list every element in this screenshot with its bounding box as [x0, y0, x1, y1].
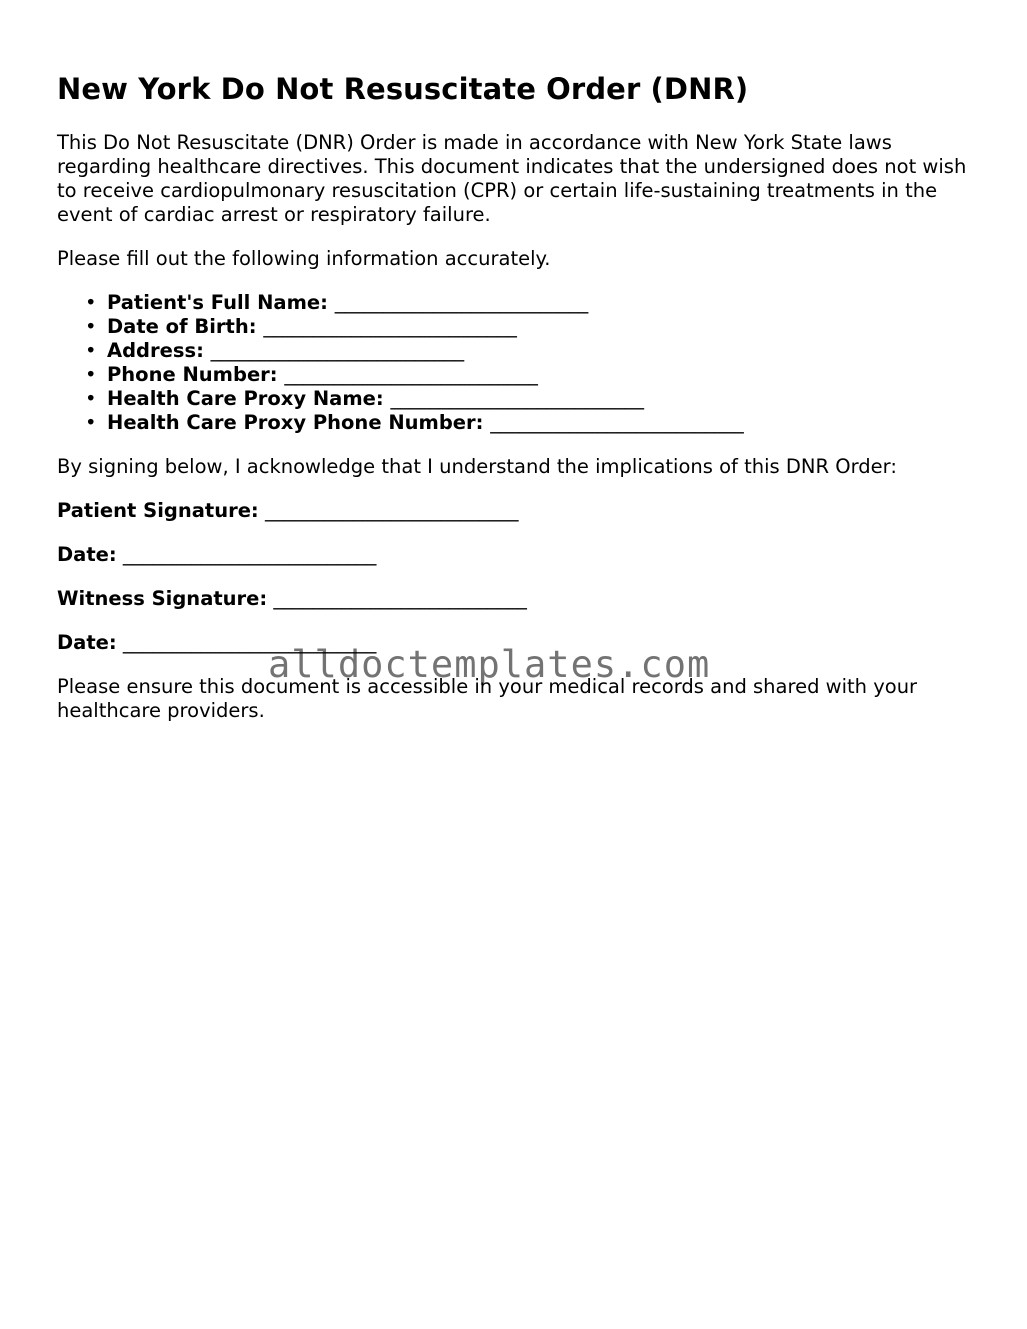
document-page: [57, 0, 967, 723]
field-label: Phone Number:: [107, 363, 278, 386]
fill-in-blank[interactable]: __________________________: [210, 339, 465, 362]
date-label: Date:: [57, 631, 117, 654]
fill-in-blank[interactable]: __________________________: [284, 363, 538, 386]
signature-blank[interactable]: __________________________: [273, 587, 527, 610]
fill-in-blank[interactable]: __________________________: [263, 315, 517, 338]
patient-date-line: [57, 543, 967, 567]
instructions-paragraph: Please fill out the following information accurately.: [57, 247, 551, 270]
witness-date-line: [57, 631, 967, 655]
signature-label: Witness Signature:: [57, 587, 268, 610]
date-label: Date:: [57, 543, 117, 566]
bullet-icon: •: [85, 363, 97, 386]
patient-info-list: [57, 291, 967, 435]
field-phone-number: [85, 363, 967, 387]
bullet-icon: •: [85, 387, 97, 410]
field-label: Health Care Proxy Phone Number:: [107, 411, 484, 434]
bullet-icon: •: [85, 411, 97, 434]
patient-signature-line: [57, 499, 967, 523]
fill-in-blank[interactable]: __________________________: [390, 387, 644, 410]
field-label: Patient's Full Name:: [107, 291, 328, 314]
field-patient-full-name: [85, 291, 967, 315]
fill-in-blank[interactable]: __________________________: [334, 291, 589, 314]
signature-blank[interactable]: __________________________: [264, 499, 519, 522]
field-address: [85, 339, 967, 363]
field-date-of-birth: [85, 315, 967, 339]
field-health-care-proxy-name: [85, 387, 967, 411]
field-label: Address:: [107, 339, 204, 362]
date-blank[interactable]: __________________________: [122, 631, 377, 654]
field-health-care-proxy-phone: [85, 411, 967, 435]
bullet-icon: •: [85, 315, 97, 338]
document-title: New York Do Not Resuscitate Order (DNR): [57, 72, 749, 106]
closing-paragraph: Please ensure this document is accessible in your medical records and shared with your healthcare providers.: [57, 675, 918, 722]
bullet-icon: •: [85, 339, 97, 362]
watermark-text: alldoctemplates.com: [268, 643, 711, 686]
fill-in-blank[interactable]: __________________________: [490, 411, 744, 434]
witness-signature-line: [57, 587, 967, 611]
intro-paragraph: This Do Not Resuscitate (DNR) Order is made in accordance with New York State laws regarding healthcare directives. This document indicates that the undersigned does not wish to receive cardiopulmonary resuscitation (CPR) or certain life-sustaining treatments in the event of cardiac arrest or respiratory failure.: [57, 131, 967, 226]
date-blank[interactable]: __________________________: [122, 543, 377, 566]
field-label: Health Care Proxy Name:: [107, 387, 384, 410]
bullet-icon: •: [85, 291, 97, 314]
signature-label: Patient Signature:: [57, 499, 259, 522]
field-label: Date of Birth:: [107, 315, 257, 338]
acknowledgement-paragraph: By signing below, I acknowledge that I understand the implications of this DNR Order:: [57, 455, 897, 478]
